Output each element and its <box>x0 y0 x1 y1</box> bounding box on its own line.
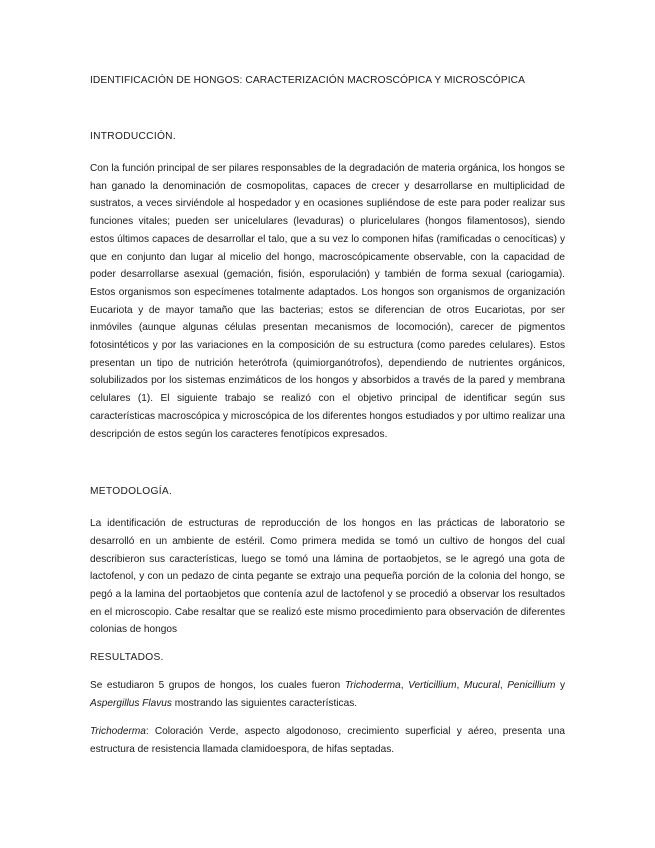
document-content <box>90 74 565 758</box>
introduction-paragraph: Con la función principal de ser pilares responsables de la degradación de materia orgánica, los hongos se han ganado la denominación de cosmopolitas, capaces de crecer y desarrollarse en multiplicidad de sustratos, a veces sirviéndole al hospedador y en ocasiones supliéndose de este para poder realizar sus funciones vitales; pueden ser unicelulares (levaduras) o pluricelulares (hongos filamentosos), siendo estos últimos capaces de desarrollar el talo, que a su vez lo componen hifas (ramificadas o cenocíticas) y que en conjunto dan lugar al micelio del hongo, macroscópicamente observable, con la capacidad de poder desarrollarse asexual (gemación, fisión, esporulación) y también de forma sexual (cariogamia). Estos organismos son especímenes totalmente adaptados. Los hongos son organismos de organización Eucariota y de mayor tamaño que las bacterias; estos se diferencian de otros Eucariotas, por ser inmóviles (aunque algunas células presentan mecanismos de locomoción), carecer de pigmentos fotosintéticos y por las variaciones en la composición de su estructura (como paredes celulares). Estos presentan un tipo de nutrición heterótrofa (quimiorganótrofos), dependiendo de nutrientes orgánicos, solubilizados por los sistemas enzimáticos de los hongos y absorbidos a través de la pared y membrana celulares (1). El siguiente trabajo se realizó con el objetivo principal de identificar según sus características macroscópica y microscópica de los diferentes hongos estudiados y por ultimo realizar una descripción de estos según los caracteres fenotípicos expresados. <box>90 163 565 440</box>
genus-separator: y <box>555 680 566 692</box>
genus-separator: , <box>499 680 508 692</box>
methodology-heading: METODOLOGÍA. <box>90 486 173 498</box>
trichoderma-paragraph <box>90 723 565 758</box>
genus-separator: , <box>456 680 464 692</box>
genus-penicillium: Penicillium <box>507 680 556 692</box>
results-intro-suffix: mostrando las siguientes características. <box>171 697 358 709</box>
trichoderma-description: : Coloración Verde, aspecto algodonoso, crecimiento superficial y aéreo, presenta una estructura de resistencia llamada clamidoespora, de hifas septadas. <box>90 726 565 755</box>
genus-aspergillus-flavus: Aspergillus Flavus <box>90 697 172 709</box>
genus-mucural: Mucural <box>463 680 500 692</box>
results-intro-paragraph <box>90 677 565 712</box>
methodology-paragraph: La identificación de estructuras de reproducción de los hongos en las prácticas de laboratorio se desarrolló en un ambiente de estéril. Como primera medida se tomó un cultivo de hongos del cual describieron sus características, luego se tomó una lámina de portaobjetos, se le agregó una gota de lactofenol, y con un pedazo de cinta pegante se extrajo una pequeña porción de la colonia del hongo, se pegó a la lamina del portaobjetos que contenía azul de lactofenol y se procedió a observar los resultados en el microscopio. Cabe resaltar que se realizó este mismo procedimiento para observación de diferentes colonias de hongos <box>90 518 565 636</box>
genus-separator: , <box>400 680 409 692</box>
results-intro-prefix: Se estudiaron 5 grupos de hongos, los cuales fueron <box>90 680 345 692</box>
results-heading: RESULTADOS. <box>90 652 164 664</box>
genus-verticillium: Verticillium <box>408 680 457 692</box>
trichoderma-name: Trichoderma <box>90 726 146 738</box>
introduction-heading: INTRODUCCIÓN. <box>90 131 176 142</box>
genus-trichoderma: Trichoderma <box>344 680 401 692</box>
document-title: IDENTIFICACIÓN DE HONGOS: CARACTERIZACIÓN MACROSCÓPICA Y MICROSCÓPICA <box>90 75 526 86</box>
